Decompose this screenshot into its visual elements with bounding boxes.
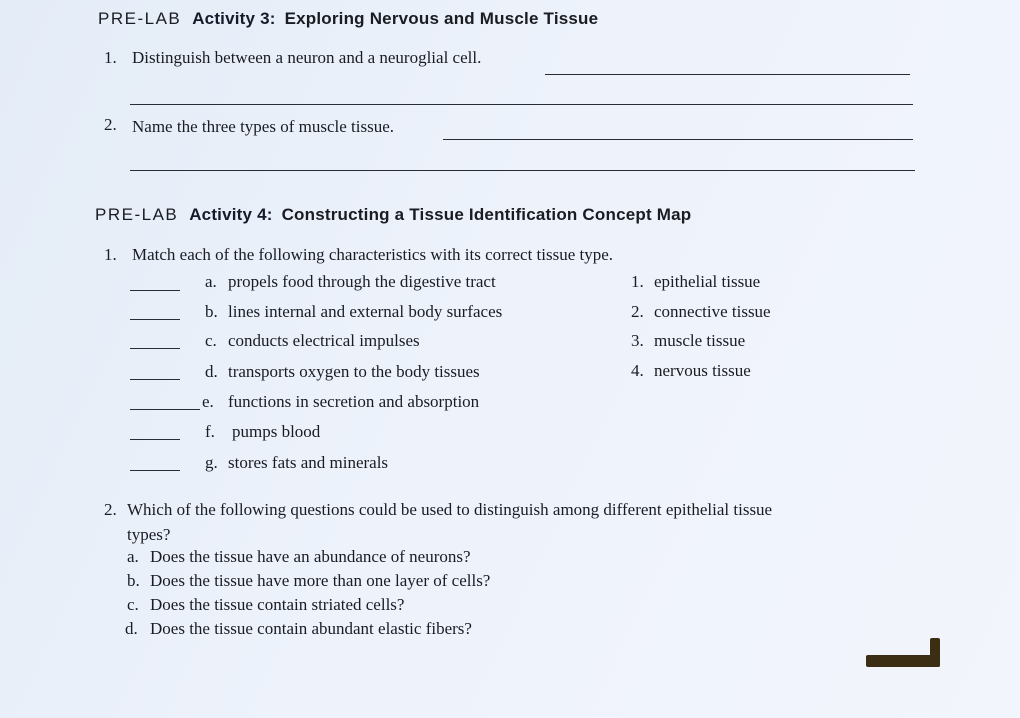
characteristic-letter: g. bbox=[205, 453, 218, 472]
characteristic-letter: d. bbox=[205, 362, 218, 381]
tissue-number: 4. bbox=[631, 361, 644, 380]
match-blank[interactable] bbox=[130, 319, 180, 320]
characteristic-letter: f. bbox=[205, 422, 215, 441]
option-letter: b. bbox=[127, 571, 140, 590]
question-2-text: Name the three types of muscle tissue. bbox=[132, 117, 395, 136]
question-2-number: 2. bbox=[104, 115, 117, 134]
characteristic-text: transports oxygen to the body tissues bbox=[228, 362, 480, 381]
question-1-number: 1. bbox=[104, 245, 117, 264]
question-2-number: 2. bbox=[104, 500, 117, 519]
activity-3-heading bbox=[98, 9, 598, 29]
option-text: Does the tissue have more than one layer of cells? bbox=[150, 571, 491, 590]
characteristic-text: stores fats and minerals bbox=[228, 453, 389, 472]
answer-line[interactable] bbox=[130, 104, 913, 105]
prelab-label: PRE-LAB bbox=[98, 9, 182, 28]
tissue-number: 3. bbox=[631, 331, 644, 350]
question-1-number: 1. bbox=[104, 48, 117, 67]
tissue-type: connective tissue bbox=[654, 302, 771, 321]
activity-4-heading bbox=[95, 205, 691, 225]
tissue-number: 2. bbox=[631, 302, 644, 321]
characteristic-letter: a. bbox=[205, 272, 217, 291]
characteristic-text: propels food through the digestive tract bbox=[228, 272, 496, 291]
option-letter: d. bbox=[125, 619, 138, 638]
option-text: Does the tissue contain abundant elastic fibers? bbox=[150, 619, 472, 638]
activity-number: Activity 3: bbox=[192, 9, 276, 28]
tissue-type: epithelial tissue bbox=[654, 272, 761, 291]
match-blank[interactable] bbox=[130, 439, 180, 440]
tissue-type: muscle tissue bbox=[654, 331, 746, 350]
answer-line[interactable] bbox=[130, 170, 915, 171]
activity-title: Constructing a Tissue Identification Concept Map bbox=[281, 205, 692, 224]
option-text: Does the tissue have an abundance of neurons? bbox=[150, 547, 471, 566]
match-blank[interactable] bbox=[130, 290, 180, 291]
activity-number: Activity 4: bbox=[189, 205, 273, 224]
prelab-label: PRE-LAB bbox=[95, 205, 179, 224]
question-1-text: Match each of the following characteristics with its correct tissue type. bbox=[132, 245, 614, 264]
match-blank[interactable] bbox=[130, 409, 200, 410]
match-blank[interactable] bbox=[130, 379, 180, 380]
question-1-text: Distinguish between a neuron and a neuroglial cell. bbox=[132, 48, 482, 67]
activity-title: Exploring Nervous and Muscle Tissue bbox=[284, 9, 599, 28]
answer-line[interactable] bbox=[545, 74, 910, 75]
tissue-number: 1. bbox=[631, 272, 644, 291]
match-blank[interactable] bbox=[130, 470, 180, 471]
characteristic-letter: c. bbox=[205, 331, 217, 350]
characteristic-text: lines internal and external body surfaces bbox=[228, 302, 503, 321]
tissue-type: nervous tissue bbox=[654, 361, 751, 380]
option-letter: c. bbox=[127, 595, 139, 614]
characteristic-letter: b. bbox=[205, 302, 218, 321]
question-2-text: Which of the following questions could be used to distinguish among different epithelial tissue bbox=[127, 500, 773, 519]
question-2-text-continued: types? bbox=[127, 525, 171, 544]
option-letter: a. bbox=[127, 547, 139, 566]
option-text: Does the tissue contain striated cells? bbox=[150, 595, 405, 614]
answer-line[interactable] bbox=[443, 139, 913, 140]
characteristic-text: conducts electrical impulses bbox=[228, 331, 420, 350]
characteristic-letter: e. bbox=[202, 392, 214, 411]
match-blank[interactable] bbox=[130, 348, 180, 349]
characteristic-text: pumps blood bbox=[232, 422, 321, 441]
characteristic-text: functions in secretion and absorption bbox=[228, 392, 480, 411]
